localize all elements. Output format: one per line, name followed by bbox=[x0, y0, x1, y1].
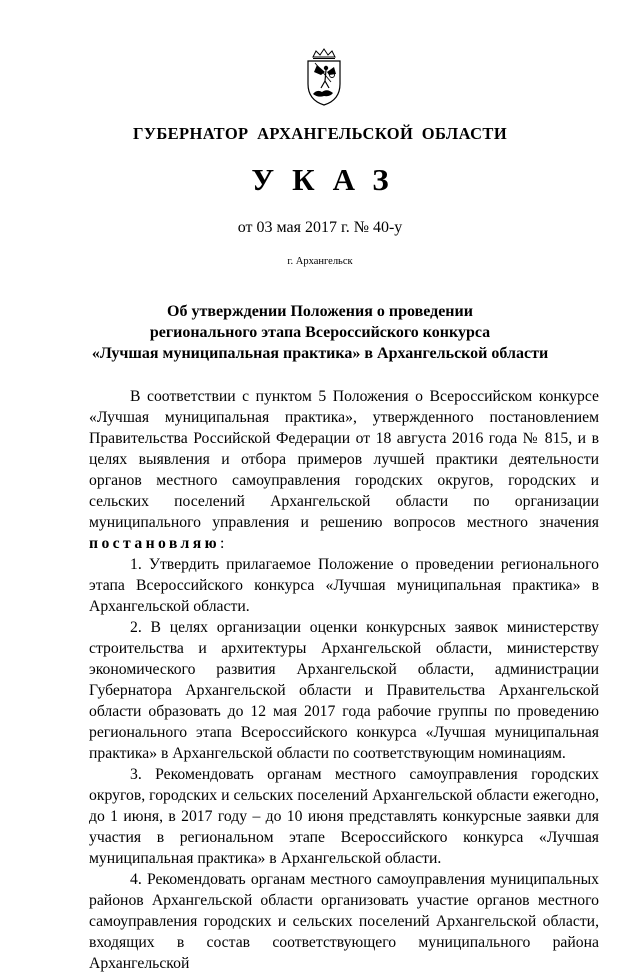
title-line: «Лучшая муниципальная практика» в Архангельской области bbox=[91, 345, 549, 362]
document-place: г. Архангельск bbox=[287, 256, 353, 267]
decree-item: 4. Рекомендовать органам местного самоуправления муниципальных районов Архангельской области организовать участие органов местного самоуправления городских и сельских поселений Архангельской области, входящих в состав соответствующего муниципального района Архангельской bbox=[89, 871, 599, 972]
decree-word: постановляю bbox=[89, 535, 221, 552]
preamble-paragraph bbox=[89, 386, 599, 554]
issuing-authority: ГУБЕРНАТОР АРХАНГЕЛЬСКОЙ ОБЛАСТИ bbox=[132, 124, 508, 143]
coat-of-arms-emblem bbox=[303, 48, 345, 108]
preamble-text: В соответствии с пунктом 5 Положения о Всероссийском конкурсе «Лучшая муниципальная практика», утвержденного постановлением Правительства Российской Федерации от 18 августа 2016 года № 815, и в целях выявления и отбора примеров лучшей практики деятельности органов местного самоуправления городских округов, городских и сельских поселений Архангельской области по организации муниципального управления и решению вопросов местного значения bbox=[89, 388, 599, 531]
title-line: Об утверждении Положения о проведении bbox=[167, 303, 473, 320]
document-body bbox=[89, 386, 599, 974]
decree-item: 3. Рекомендовать органам местного самоуправления городских округов, городских и сельских поселений Архангельской области ежегодно, до 1 июня, в 2017 году – до 10 июня представлять конкурсные заявки для участия в региональном этапе Всероссийского конкурса «Лучшая муниципальная практика» в Архангельской области. bbox=[89, 766, 599, 867]
document-title bbox=[0, 301, 640, 364]
decree-colon: : bbox=[220, 535, 225, 552]
decree-item: 2. В целях организации оценки конкурсных заявок министерству строительства и архитектуры Архангельской области, министерству экономического развития Архангельской области, администрации Губернатора Архангельской области и Правительства Архангельской области образовать до 12 мая 2017 года рабочие группы по проведению регионального этапа Всероссийского конкурса «Лучшая муниципальная практика» в Архангельской области по соответствующим номинациям. bbox=[89, 619, 599, 762]
title-line: регионального этапа Всероссийского конкурса bbox=[149, 324, 491, 341]
document-date-number: от 03 мая 2017 г. № 40-у bbox=[237, 219, 403, 236]
document-type-heading: УКАЗ bbox=[251, 162, 407, 197]
decree-item: 1. Утвердить прилагаемое Положение о проведении регионального этапа Всероссийского конкурса «Лучшая муниципальная практика» в Архангельской области. bbox=[89, 556, 599, 615]
